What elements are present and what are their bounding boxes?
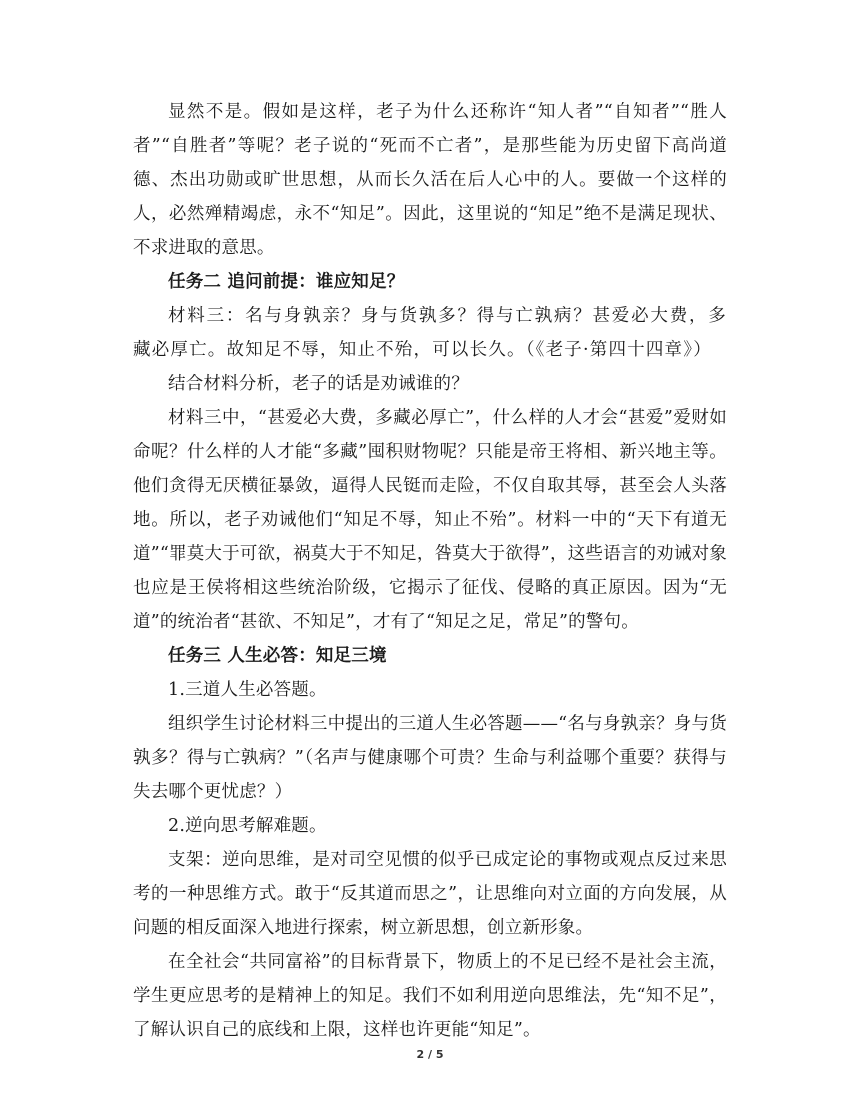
- body-paragraph: 支架：逆向思维，是对司空见惯的似乎已成定论的事物或观点反过来思考的一种思维方式。敢于“反其道而思之”，让思维向对立面的方向发展，从问题的相反面深入地进行探索，树立新思想，创立新形象。: [133, 850, 727, 938]
- material-three-quote: 材料三：名与身孰亲？身与货孰多？得与亡孰病？甚爱必大费，多藏必厚亡。故知足不辱，知止不殆，可以长久。（《老子·第四十四章》）: [133, 306, 727, 360]
- body-paragraph: 材料三中，“甚爱必大费，多藏必厚亡”，什么样的人才会“甚爱”爱财如命呢？什么样的人才能“多藏”囤积财物呢？只能是帝王将相、新兴地主等。他们贪得无厌横征暴敛，逼得人民铤而走险，不仅自取其辱，甚至会人头落地。所以，老子劝诫他们“知足不辱，知止不殆”。材料一中的“天下有道无道”“罪莫大于可欲，祸莫大于不知足，咎莫大于欲得”，这些语言的劝诫对象也应是王侯将相这些统治阶级，它揭示了征伐、侵略的真正原因。因为“无道”的统治者“甚欲、不知足”，才有了“知足之足，常足”的警句。: [133, 408, 727, 632]
- subheading-item-2: 2.逆向思考解难题。: [168, 816, 327, 836]
- document-page: [133, 95, 727, 1047]
- page-number: 2 / 5: [416, 1048, 444, 1061]
- section-heading-task-2: 任务二 追问前提：谁应知足？: [168, 272, 405, 292]
- body-paragraph: 显然不是。假如是这样，老子为什么还称许“知人者”“自知者”“胜人者”“自胜者”等呢？老子说的“死而不亡者”，是那些能为历史留下高尚道德、杰出功勋或旷世思想，从而长久活在后人心中的人。要做一个这样的人，必然殚精竭虑，永不“知足”。因此，这里说的“知足”绝不是满足现状、不求进取的意思。: [133, 102, 727, 258]
- question-paragraph: 结合材料分析，老子的话是劝诫谁的？: [168, 374, 469, 394]
- body-paragraph: 组织学生讨论材料三中提出的三道人生必答题——“名与身孰亲？身与货孰多？得与亡孰病？”（名声与健康哪个可贵？生命与利益哪个重要？获得与失去哪个更忧虑？）: [133, 714, 727, 802]
- subheading-item-1: 1.三道人生必答题。: [168, 680, 327, 700]
- section-heading-task-3: 任务三 人生必答：知足三境: [168, 646, 387, 666]
- body-paragraph: 在全社会“共同富裕”的目标背景下，物质上的不足已经不是社会主流，学生更应思考的是精神上的知足。我们不如利用逆向思维法，先“知不足”，了解认识自己的底线和上限，这样也许更能“知足”。: [133, 952, 727, 1040]
